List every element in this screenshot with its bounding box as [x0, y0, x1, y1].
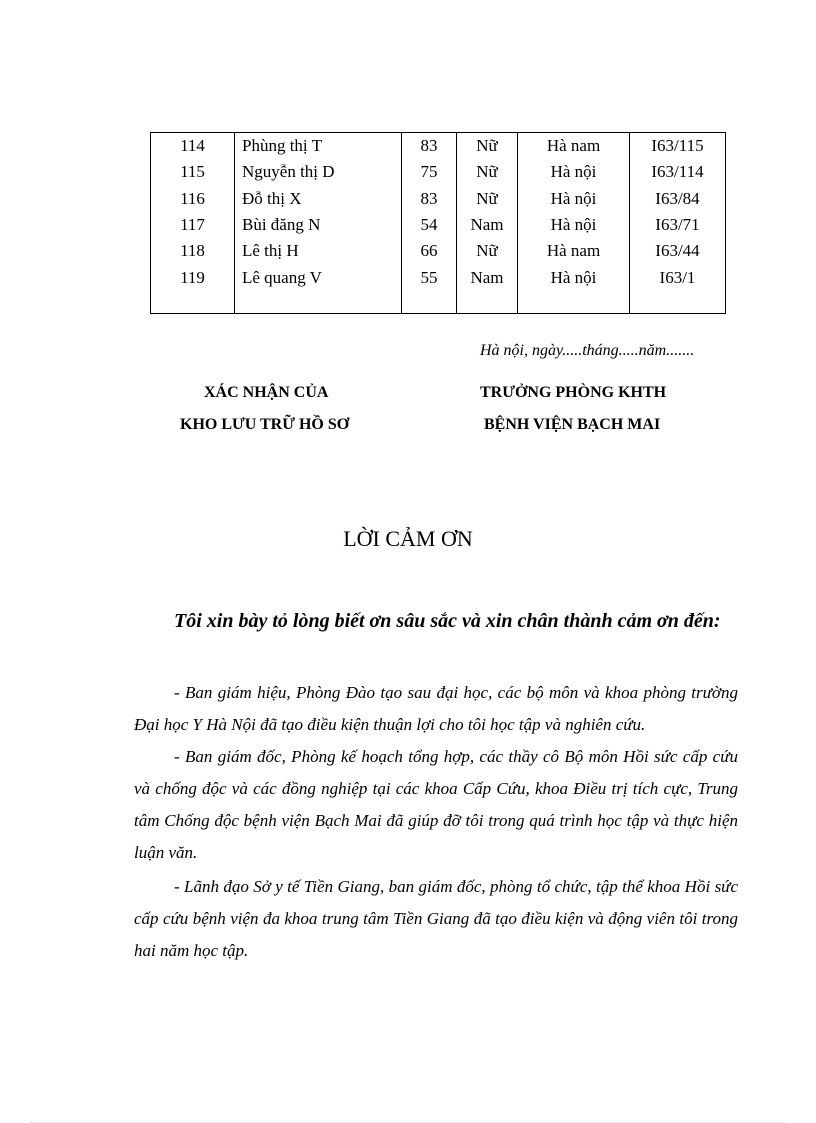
cell-code: I63/114	[630, 159, 726, 185]
table-row	[151, 186, 726, 212]
acknowledgement-paragraph-1: - Ban giám hiệu, Phòng Đào tạo sau đại học, các bộ môn và khoa phòng trường Đại học Y Hà Nội đã tạo điều kiện thuận lợi cho tôi học tập và nghiên cứu.	[134, 683, 738, 734]
table-row	[151, 133, 726, 160]
cell-age: 55	[402, 264, 457, 290]
cell-place: Hà nội	[518, 212, 630, 238]
cell-name: Lê thị H	[235, 238, 402, 264]
right-signature-subtitle: BỆNH VIỆN BẠCH MAI	[484, 416, 661, 433]
cell-code: I63/71	[630, 212, 726, 238]
cell-place: Hà nội	[518, 264, 630, 290]
cell-code: I63/44	[630, 238, 726, 264]
cell-place: Hà nam	[518, 238, 630, 264]
cell-age: 66	[402, 238, 457, 264]
cell-sex: Nữ	[457, 238, 518, 264]
acknowledgement-paragraph-2: - Ban giám đốc, Phòng kế hoạch tổng hợp, các thầy cô Bộ môn Hồi sức cấp cứu và chống độc và các đồng nghiệp tại các khoa Cấp Cứu, khoa Điều trị tích cực, Trung tâm Chống độc bệnh viện Bạch Mai đã giúp đỡ tôi trong quá trình học tập và thực hiện luận văn.	[134, 747, 738, 862]
right-signature-title: TRƯỞNG PHÒNG KHTH	[480, 384, 667, 401]
cell-no: 114	[151, 133, 235, 160]
cell-no: 115	[151, 159, 235, 185]
cell-no: 116	[151, 186, 235, 212]
cell-place: Hà nam	[518, 133, 630, 160]
acknowledgement-intro: Tôi xin bày tỏ lòng biết ơn sâu sắc và xin chân thành cảm ơn đến:	[174, 610, 721, 632]
cell-sex: Nam	[457, 264, 518, 290]
cell-code: I63/115	[630, 133, 726, 160]
cell-sex: Nam	[457, 212, 518, 238]
cell-name: Lê quang V	[235, 264, 402, 290]
cell-name: Nguyễn thị D	[235, 159, 402, 185]
acknowledgement-paragraph-3: - Lãnh đạo Sở y tế Tiền Giang, ban giám đốc, phòng tổ chức, tập thể khoa Hồi sức cấp cứu bệnh viện đa khoa trung tâm Tiền Giang đã tạo điều kiện và động viên tôi trong hai năm học tập.	[134, 877, 738, 960]
patient-records-table	[150, 132, 726, 314]
cell-no: 117	[151, 212, 235, 238]
cell-no: 119	[151, 264, 235, 290]
cell-age: 54	[402, 212, 457, 238]
date-line: Hà nội, ngày.....tháng.....năm.......	[480, 342, 695, 359]
cell-code: I63/1	[630, 264, 726, 290]
table-row	[151, 264, 726, 290]
cell-age: 83	[402, 133, 457, 160]
cell-name: Bùi đăng N	[235, 212, 402, 238]
cell-age: 83	[402, 186, 457, 212]
cell-no: 118	[151, 238, 235, 264]
left-signature-subtitle: KHO LƯU TRỮ HỒ SƠ	[180, 416, 350, 433]
cell-place: Hà nội	[518, 159, 630, 185]
cell-code: I63/84	[630, 186, 726, 212]
cell-sex: Nữ	[457, 186, 518, 212]
cell-name: Đỗ thị X	[235, 186, 402, 212]
cell-age: 75	[402, 159, 457, 185]
acknowledgement-title: LỜI CẢM ƠN	[343, 526, 473, 551]
cell-name: Phùng thị T	[235, 133, 402, 160]
table-row	[151, 238, 726, 264]
left-signature-title: XÁC NHẬN CỦA	[204, 384, 329, 401]
table-row	[151, 212, 726, 238]
cell-place: Hà nội	[518, 186, 630, 212]
cell-sex: Nữ	[457, 159, 518, 185]
table-row	[151, 159, 726, 185]
cell-sex: Nữ	[457, 133, 518, 160]
table-spacer-row	[151, 291, 726, 314]
